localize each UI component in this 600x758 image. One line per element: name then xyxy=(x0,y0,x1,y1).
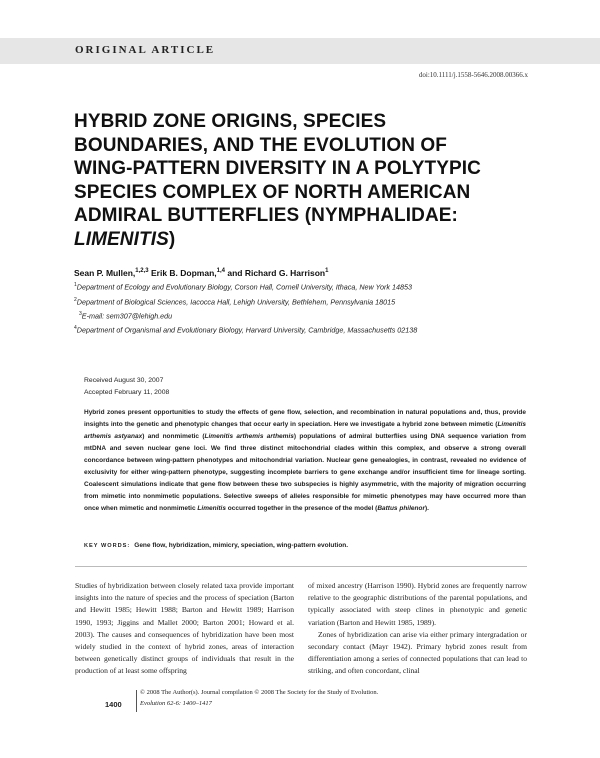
copyright-line: © 2008 The Author(s). Journal compilation © 2008 The Society for the Study of Evolution. xyxy=(140,689,379,696)
title-close: ) xyxy=(168,228,176,250)
section-label: ORIGINAL ARTICLE xyxy=(75,44,216,56)
abstract-italic: Limenitis arthemis arthemis xyxy=(204,433,294,440)
author-name: and Richard G. Harrison xyxy=(224,268,326,278)
author-sup: 1 xyxy=(325,268,329,275)
author-sup: 1,4 xyxy=(216,268,225,275)
journal-citation: Evolution 62-6: 1400–1417 xyxy=(140,700,212,707)
author-list xyxy=(74,268,328,278)
abstract-italic: Limenitis arthemis astyanax xyxy=(84,421,526,440)
title-main: HYBRID ZONE ORIGINS, SPECIES BOUNDARIES, AND THE EVOLUTION OF WING-PATTERN DIVERSITY IN A POLYTYPIC SPECIES COMPLEX OF NORTH AMERICAN ADMIRAL BUTTERFLIES (NYMPHALIDAE: xyxy=(74,111,481,226)
abstract-text: Hybrid zones present opportunities to study the effects of gene flow, selection, and recombination in natural populations and, thus, provide insights into the genetic and phenotypic changes that occur early in speciation. Here we investigate a hybrid zone between mimetic ( xyxy=(84,409,526,428)
affiliation-sup: 3 xyxy=(79,311,82,317)
affiliation-email[interactable] xyxy=(79,311,172,320)
body-paragraph: of mixed ancestry (Harrison 1990). Hybrid zones are frequently narrow relative to the geographic distributions of the parental populations, and typically associated with steep clines in phenotypic and genetic variation (Barton and Hewitt 1985, 1989). xyxy=(308,581,527,627)
abstract-italic: Battus philenor xyxy=(377,505,425,512)
abstract-text: ) populations of admiral butterflies using DNA sequence variation from mtDNA and seven nuclear gene loci. We find three distinct mitochondrial clades within this complex, and observe a strong overall concordance between wing-pattern phenotypes and mitochondrial variation. Nuclear gene genealogies, in contrast, revealed no evidence of exclusivity for either wing-pattern phenotype, suggesting incomplete barriers to gene exchange and/or insufficient time for lineage sorting. Coalescent simulations indicate that gene flow between these two subspecies is highly asymmetric, with the majority of migration occurring from mimetic into nonmimetic populations. Selective sweeps of alleles responsible for mimetic phenotypes may have occurred more than once when mimetic and nonmimetic xyxy=(84,433,527,512)
affiliation-text: Department of Biological Sciences, Iacocca Hall, Lehigh University, Bethlehem, Pennsylvania 18015 xyxy=(76,297,396,307)
body-paragraph: Zones of hybridization can arise via either primary intergradation or secondary contact (Mayr 1942). Primary hybrid zones result from differentiation among a series of connected populations that can lead to striking, and often concordant, clinal xyxy=(308,629,527,676)
author-name: Erik B. Dopman, xyxy=(148,268,217,278)
abstract-text: ) and nonmimetic ( xyxy=(142,433,205,440)
affiliation-sup: 2 xyxy=(74,297,77,303)
affiliation-text: Department of Organismal and Evolutionary Biology, Harvard University, Cambridge, Massachusetts 02138 xyxy=(76,325,418,335)
abstract xyxy=(84,407,526,515)
email-text[interactable]: E-mail: sem307@lehigh.edu xyxy=(81,311,173,321)
doi[interactable]: doi:10.1111/j.1558-5646.2008.00366.x xyxy=(418,71,528,79)
affiliation xyxy=(74,325,417,334)
body-column-left xyxy=(75,580,294,678)
affiliation-sup: 4 xyxy=(74,325,77,331)
received-date: Received August 30, 2007 xyxy=(84,377,164,384)
body-paragraph: Studies of hybridization between closely related taxa provide important insights into the nature of species and the process of speciation (Barton and Hewitt 1985; Hewitt 1988; Barton and Hewitt 1989; Harrison 1990, 1993; Jiggins and Mallet 2000; Barton 2001; Howard et al. 2003). The causes and consequences of hybridization have been most widely studied in the context of hybrid zones, areas of interaction between genetically distinct groups of individuals that result in the production of at least some offspring xyxy=(75,581,294,676)
abstract-text: occurred together in the presence of the model ( xyxy=(225,505,378,512)
title-italic: LIMENITIS xyxy=(74,228,169,250)
keywords xyxy=(84,542,348,549)
accepted-date: Accepted February 11, 2008 xyxy=(84,389,170,396)
article-title xyxy=(74,110,494,251)
affiliation xyxy=(74,282,412,291)
abstract-text: ). xyxy=(424,505,429,512)
abstract-italic: Limenitis xyxy=(197,505,226,512)
author-name: Sean P. Mullen, xyxy=(74,268,136,278)
author-sup: 1,2,3 xyxy=(135,268,149,275)
keywords-text: Gene flow, hybridization, mimicry, speciation, wing-pattern evolution. xyxy=(134,542,349,549)
page-number: 1400 xyxy=(105,700,122,709)
section-divider xyxy=(75,566,527,567)
affiliation xyxy=(74,297,395,306)
body-column-right xyxy=(308,580,527,678)
keywords-label: KEY WORDS: xyxy=(84,543,131,549)
footer-divider xyxy=(136,690,137,712)
affiliation-sup: 1 xyxy=(74,282,77,288)
affiliation-text: Department of Ecology and Evolutionary Biology, Corson Hall, Cornell University, Ithaca, New York 14853 xyxy=(76,282,412,292)
